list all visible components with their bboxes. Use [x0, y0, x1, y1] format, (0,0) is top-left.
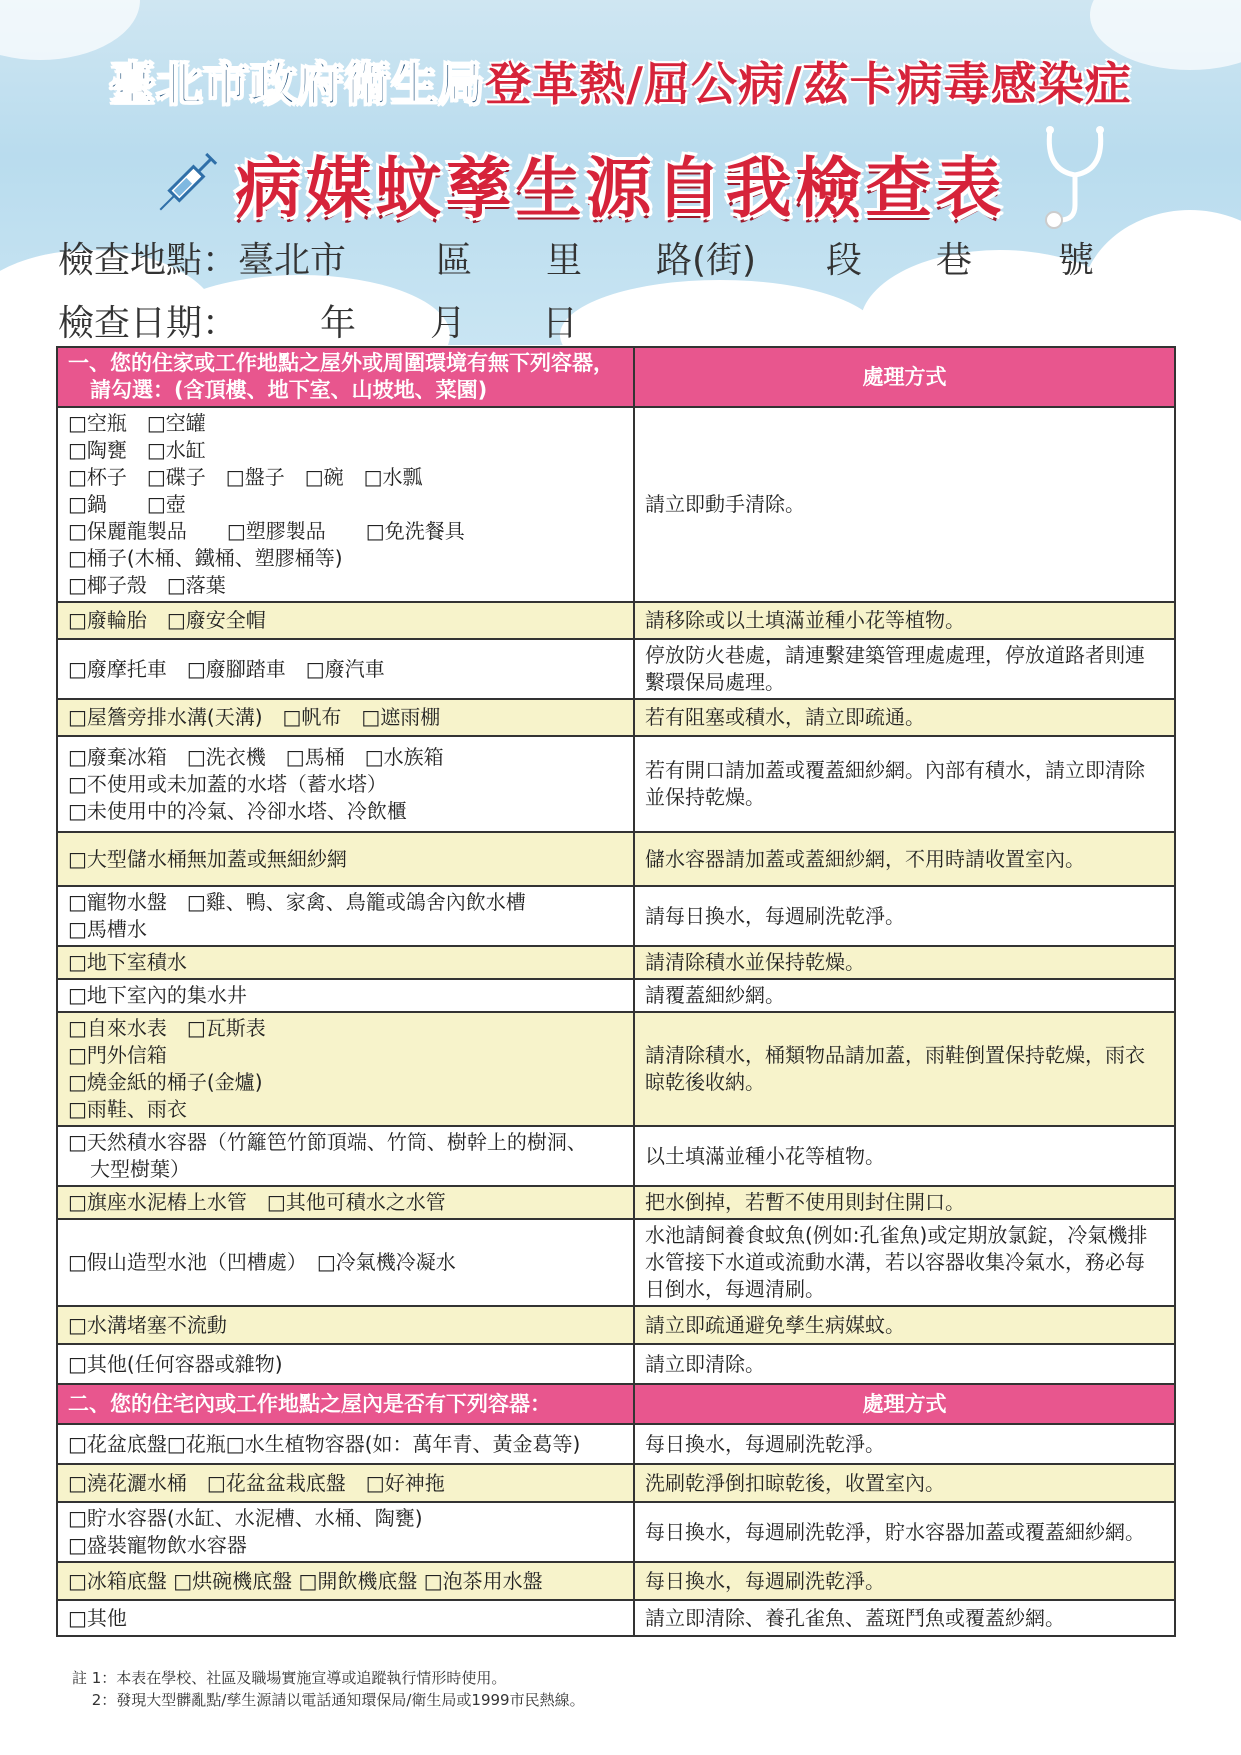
stethoscope-icon [1030, 120, 1120, 230]
checkbox-item[interactable]: □大型儲水桶無加蓋或無細紗網 [68, 846, 347, 871]
action-text: 請立即疏通避免孳生病媒蚊。 [634, 1306, 1175, 1344]
section2-header: 二、您的住宅內或工作地點之屋內是否有下列容器： [57, 1384, 634, 1424]
checkbox-item[interactable]: □假山造型水池（凹槽處） □冷氣機冷凝水 [68, 1250, 456, 1274]
container-items [57, 1306, 634, 1344]
checkbox-item[interactable]: □貯水容器(水缸、水泥槽、水桶、陶甕) [68, 1506, 423, 1530]
action-text: 請覆蓋細紗網。 [634, 979, 1175, 1012]
org-name: 臺北市政府衛生局 [109, 57, 486, 111]
district-label: 區 [436, 240, 473, 281]
location-label: 檢查地點：臺北市 [58, 240, 347, 281]
checkbox-item[interactable]: □門外信箱 [68, 1043, 167, 1067]
action-text: 停放防火巷處，請連繫建築管理處處理，停放道路者則連繫環保局處理。 [634, 639, 1175, 699]
checkbox-item[interactable]: □天然積水容器（竹籬笆竹節頂端、竹筒、樹幹上的樹洞、 [68, 1130, 587, 1154]
container-items [57, 407, 634, 602]
page-title [20, 48, 1221, 114]
checkbox-item[interactable]: □廢摩托車 □廢腳踏車 □廢汽車 [68, 656, 385, 681]
road-label: 路(街) [656, 240, 757, 281]
container-items [57, 979, 634, 1012]
action-text: 水池請飼養食蚊魚(例如:孔雀魚)或定期放氯錠，冷氣機排水管接下水道或流動水溝，若以容器收集冷氣水，務必每日倒水，每週清刷。 [634, 1219, 1175, 1306]
checkbox-item-continued: 大型樹葉） [90, 1157, 190, 1181]
container-items [57, 1562, 634, 1600]
checkbox-item[interactable]: □不使用或未加蓋的水塔（蓄水塔） [68, 771, 387, 796]
action-text: 每日換水，每週刷洗乾淨。 [634, 1424, 1175, 1464]
checkbox-item[interactable]: □燒金紙的桶子(金爐) [68, 1070, 263, 1094]
table-row [57, 1306, 1175, 1344]
container-items [57, 1186, 634, 1219]
checkbox-item[interactable]: □自來水表 □瓦斯表 [68, 1016, 266, 1040]
checkbox-item[interactable]: □馬槽水 [68, 917, 147, 941]
checkbox-item[interactable]: □水溝堵塞不流動 [68, 1312, 227, 1337]
checkbox-item[interactable]: □寵物水盤 □雞、鴨、家禽、鳥籠或鴿舍內飲水槽 [68, 890, 526, 914]
action-text: 請每日換水，每週刷洗乾淨。 [634, 886, 1175, 946]
lane-label: 巷 [936, 240, 973, 281]
container-items [57, 1219, 634, 1306]
village-label: 里 [546, 240, 583, 281]
table-row [57, 736, 1175, 832]
day-label: 日 [542, 303, 579, 344]
table-row [57, 1502, 1175, 1562]
action-header: 處理方式 [634, 347, 1175, 407]
table-row [57, 1464, 1175, 1502]
checkbox-item[interactable]: □桶子(木桶、鐵桶、塑膠桶等) [68, 546, 343, 570]
container-items [57, 639, 634, 699]
table-row [57, 1126, 1175, 1186]
action-text: 請清除積水，桶類物品請加蓋，雨鞋倒置保持乾燥，雨衣晾乾後收納。 [634, 1012, 1175, 1126]
container-items [57, 1424, 634, 1464]
checkbox-item[interactable]: □其他 [68, 1605, 127, 1630]
checkbox-item[interactable]: □花盆底盤□花瓶□水生植物容器(如：萬年青、黃金葛等) [68, 1431, 581, 1456]
table-row [57, 1600, 1175, 1636]
container-items [57, 1464, 634, 1502]
action-text: 請立即清除、養孔雀魚、蓋斑鬥魚或覆蓋紗網。 [634, 1600, 1175, 1636]
container-items [57, 1126, 634, 1186]
action-text: 若有阻塞或積水，請立即疏通。 [634, 699, 1175, 736]
year-label: 年 [320, 303, 357, 344]
table-row [57, 1424, 1175, 1464]
action-text: 儲水容器請加蓋或蓋細紗網，不用時請收置室內。 [634, 832, 1175, 886]
checkbox-item[interactable]: □保麗龍製品 □塑膠製品 □免洗餐具 [68, 519, 465, 543]
container-items [57, 886, 634, 946]
checkbox-item[interactable]: □屋簷旁排水溝(天溝) □帆布 □遮雨棚 [68, 705, 441, 729]
action-text: 請移除或以土填滿並種小花等植物。 [634, 602, 1175, 639]
checkbox-item[interactable]: □地下室積水 [68, 950, 187, 974]
action-text: 若有開口請加蓋或覆蓋細紗網。內部有積水，請立即清除並保持乾燥。 [634, 736, 1175, 832]
checkbox-item[interactable]: □旗座水泥樁上水管 □其他可積水之水管 [68, 1190, 446, 1214]
checkbox-item[interactable]: □盛裝寵物飲水容器 [68, 1533, 247, 1557]
table-row [57, 886, 1175, 946]
container-items [57, 1502, 634, 1562]
action-text: 以土填滿並種小花等植物。 [634, 1126, 1175, 1186]
number-label: 號 [1058, 240, 1095, 281]
container-items [57, 946, 634, 979]
action-text: 請清除積水並保持乾燥。 [634, 946, 1175, 979]
action-text: 每日換水，每週刷洗乾淨。 [634, 1562, 1175, 1600]
table-row [57, 639, 1175, 699]
container-items [57, 1344, 634, 1384]
checkbox-item[interactable]: □杯子 □碟子 □盤子 □碗 □水瓢 [68, 465, 423, 489]
disease-names: 登革熱/屈公病/茲卡病毒感染症 [485, 57, 1132, 111]
table-row [57, 979, 1175, 1012]
container-items [57, 1012, 634, 1126]
container-items [57, 699, 634, 736]
page-subtitle: 病媒蚊孳生源自我檢查表 [235, 150, 1006, 227]
action-header: 處理方式 [634, 1384, 1175, 1424]
checkbox-item[interactable]: □未使用中的冷氣、冷卻水塔、冷飲櫃 [68, 798, 407, 823]
container-items [57, 736, 634, 832]
checkbox-item[interactable]: □廢棄冰箱 □洗衣機 □馬桶 □水族箱 [68, 744, 444, 769]
table-row [57, 407, 1175, 602]
checkbox-item[interactable]: □澆花灑水桶 □花盆盆栽底盤 □好神拖 [68, 1470, 445, 1495]
action-text: 請立即動手清除。 [634, 407, 1175, 602]
checkbox-item[interactable]: □冰箱底盤 □烘碗機底盤 □開飲機底盤 □泡茶用水盤 [68, 1568, 543, 1593]
checkbox-item[interactable]: □鍋 □壺 [68, 492, 186, 516]
table-row [57, 1219, 1175, 1306]
checkbox-item[interactable]: □空瓶 □空罐 [68, 411, 206, 435]
checkbox-item[interactable]: □雨鞋、雨衣 [68, 1097, 187, 1121]
section1-header-row [57, 347, 1175, 407]
action-text: 洗刷乾淨倒扣晾乾後，收置室內。 [634, 1464, 1175, 1502]
container-items [57, 1600, 634, 1636]
action-text: 把水倒掉，若暫不使用則封住開口。 [634, 1186, 1175, 1219]
checkbox-item[interactable]: □椰子殼 □落葉 [68, 573, 226, 597]
month-label: 月 [430, 303, 467, 344]
container-items [57, 602, 634, 639]
table-row [57, 699, 1175, 736]
date-label: 檢查日期： [58, 303, 239, 344]
table-row [57, 1012, 1175, 1126]
footnote: 2：發現大型髒亂點/孳生源請以電話通知環保局/衛生局或1999市民熱線。 [72, 1691, 585, 1709]
container-items [57, 832, 634, 886]
footnotes [72, 1667, 585, 1711]
table-row [57, 602, 1175, 639]
section-label: 段 [826, 240, 863, 281]
checklist-table [56, 346, 1176, 1637]
table-row [57, 1562, 1175, 1600]
section1-header: 一、您的住家或工作地點之屋外或周圍環境有無下列容器， 請勾選：(含頂樓、地下室、山坡地、菜園) [57, 347, 634, 407]
checkbox-item[interactable]: □陶甕 □水缸 [68, 438, 206, 462]
action-text: 每日換水，每週刷洗乾淨，貯水容器加蓋或覆蓋細紗網。 [634, 1502, 1175, 1562]
checkbox-item[interactable]: □廢輪胎 □廢安全帽 [68, 608, 266, 632]
action-text: 請立即清除。 [634, 1344, 1175, 1384]
table-row [57, 1186, 1175, 1219]
footnote: 註 1：本表在學校、社區及職場實施宣導或追蹤執行情形時使用。 [72, 1669, 507, 1687]
checkbox-item[interactable]: □其他(任何容器或雜物) [68, 1351, 283, 1376]
table-row [57, 1344, 1175, 1384]
table-row [57, 946, 1175, 979]
checkbox-item[interactable]: □地下室內的集水井 [68, 983, 247, 1007]
table-row [57, 832, 1175, 886]
section2-header-row [57, 1384, 1175, 1424]
